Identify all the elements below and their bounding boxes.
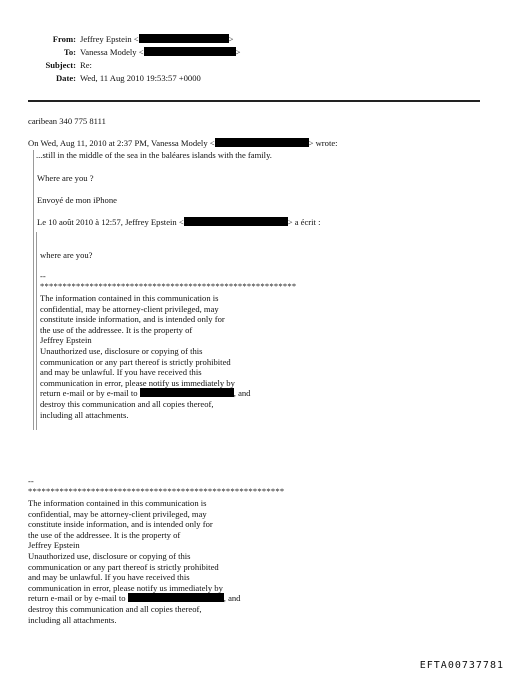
disclaimer-line: constitute inside information, and is intended only for — [28, 519, 213, 530]
le-prefix: Le 10 août 2010 à 12:57, Jeffrey Epstein < — [37, 217, 184, 227]
date-value: Wed, 11 Aug 2010 19:53:57 +0000 — [80, 73, 201, 83]
disclaimer-line: Jeffrey Epstein — [40, 335, 92, 346]
email-suffix: , and — [223, 593, 241, 604]
header-divider — [28, 100, 480, 102]
redaction-box — [139, 34, 229, 43]
quote-line-1: ...still in the middle of the sea in the baléares islands with the family. — [36, 150, 272, 160]
disclaimer-line: communication in error, please notify us immediately by — [40, 377, 235, 388]
quote-bar-inner — [36, 232, 37, 430]
envoye-iphone: Envoyé de mon iPhone — [37, 195, 117, 205]
redaction-box — [128, 593, 224, 602]
le-suffix: > a écrit : — [287, 217, 321, 227]
disclaimer-line: The information contained in this communication is — [40, 293, 219, 303]
to-value — [80, 47, 240, 57]
email-prefix: return e-mail or by e-mail to — [28, 593, 126, 604]
subject-label: Subject: — [45, 60, 76, 70]
bates-number: EFTA00737781 — [419, 660, 504, 671]
where-lower: where are you? — [40, 250, 93, 260]
reply-attribution — [28, 138, 338, 148]
disclaimer-line: communication or any part thereof is strictly prohibited — [40, 356, 231, 367]
disclaimer-line: confidential, may be attorney-client privileged, may — [40, 303, 219, 314]
from-label: From: — [52, 34, 76, 44]
reply-suffix: > wrote: — [308, 138, 338, 148]
disclaimer-2 — [28, 498, 240, 625]
to-label: To: — [63, 47, 76, 57]
sig-dash-2: -- — [28, 476, 34, 486]
disclaimer-line: Unauthorized use, disclosure or copying of this — [40, 345, 203, 356]
disclaimer-email-line — [28, 593, 240, 604]
from-name: Jeffrey Epstein < — [80, 34, 139, 44]
from-close: > — [228, 34, 234, 44]
quote-bar-outer — [33, 150, 34, 430]
disclaimer-line: and may be unlawful. If you have received this — [40, 367, 202, 378]
disclaimer-line: communication in error, please notify us immediately by — [28, 582, 223, 593]
disclaimer-line: the use of the addressee. It is the property of — [28, 529, 181, 540]
disclaimer-line: destroy this communication and all copies thereof, — [40, 398, 214, 409]
subject-value: Re: — [80, 60, 92, 70]
disclaimer-line: confidential, may be attorney-client privileged, may — [28, 508, 207, 519]
redaction-box — [144, 47, 236, 56]
le-attribution — [37, 217, 320, 227]
disclaimer-line: including all attachments. — [40, 409, 129, 420]
disclaimer-1 — [40, 293, 250, 420]
disclaimer-line: Jeffrey Epstein — [28, 540, 80, 551]
redaction-box — [140, 388, 234, 397]
disclaimer-line: including all attachments. — [28, 614, 117, 625]
phone-line: caribean 340 775 8111 — [28, 116, 106, 126]
email-prefix: return e-mail or by e-mail to — [40, 388, 138, 399]
sig-dash-1: -- — [40, 271, 46, 281]
stars-2: ********************************************************* — [28, 486, 285, 496]
to-name: Vanessa Modely < — [80, 47, 144, 57]
date-label: Date: — [55, 73, 76, 83]
disclaimer-line: Unauthorized use, disclosure or copying of this — [28, 550, 191, 561]
disclaimer-line: constitute inside information, and is intended only for — [40, 314, 225, 325]
disclaimer-line: destroy this communication and all copies thereof, — [28, 603, 202, 614]
to-close: > — [235, 47, 241, 57]
disclaimer-line: The information contained in this communication is — [28, 498, 207, 508]
redaction-box — [184, 217, 288, 226]
email-suffix: , and — [233, 388, 251, 399]
reply-prefix: On Wed, Aug 11, 2010 at 2:37 PM, Vanessa Modely < — [28, 138, 215, 148]
disclaimer-line: the use of the addressee. It is the property of — [40, 324, 193, 335]
disclaimer-line: and may be unlawful. If you have received this — [28, 572, 190, 583]
where-are-you: Where are you ? — [37, 173, 94, 183]
redaction-box — [215, 138, 309, 147]
disclaimer-line: communication or any part thereof is strictly prohibited — [28, 561, 219, 572]
from-value — [80, 34, 233, 44]
disclaimer-email-line — [40, 388, 250, 399]
stars-1: ********************************************************* — [40, 281, 297, 291]
